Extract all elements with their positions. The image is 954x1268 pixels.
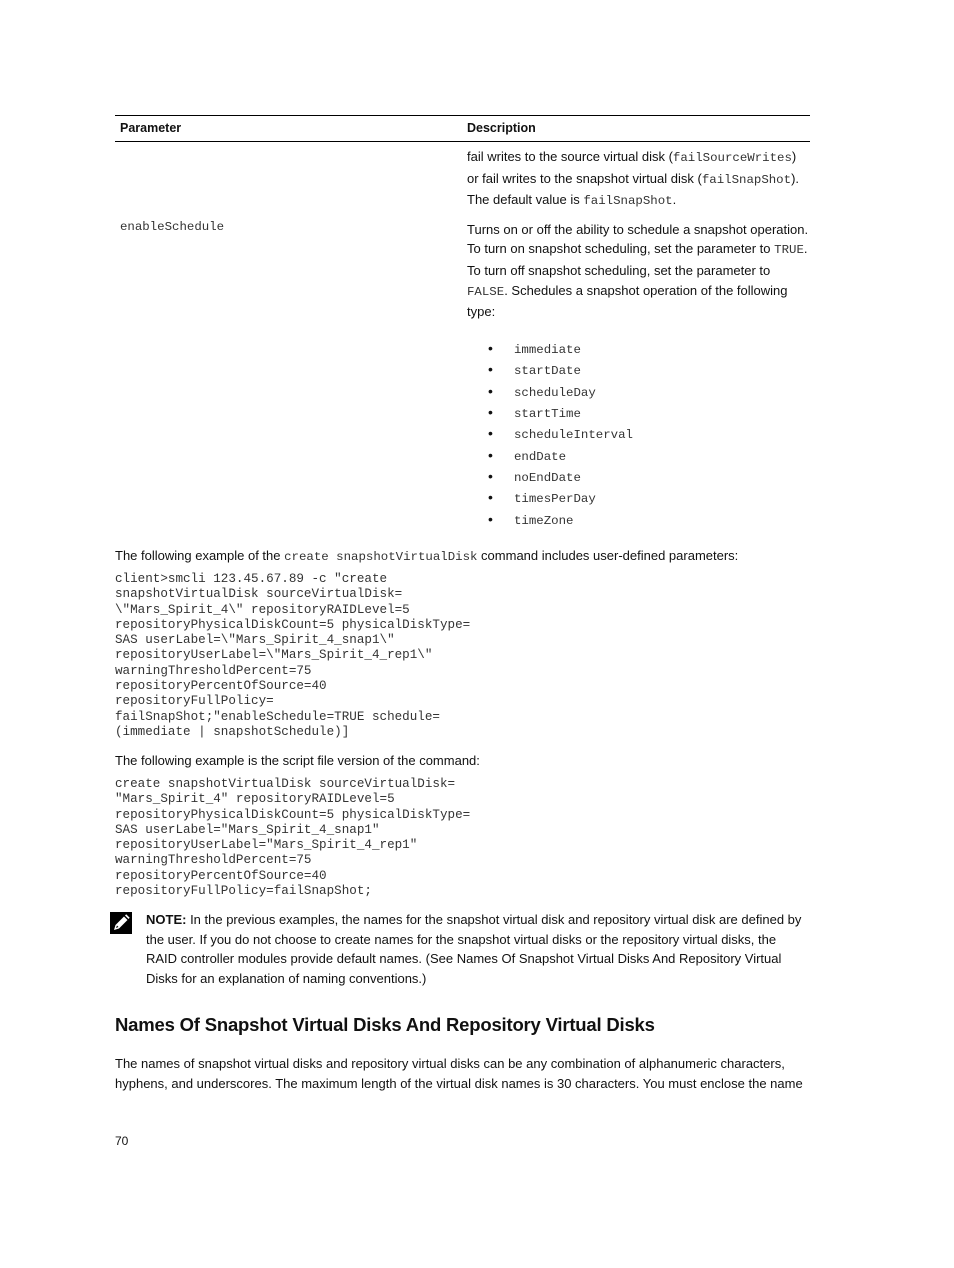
code-failSourceWrites: failSourceWrites <box>672 151 792 165</box>
bullet-icon: • <box>488 446 493 463</box>
code-failSnapShot: failSnapShot <box>701 172 792 187</box>
param-enableSchedule: enableSchedule <box>120 219 225 234</box>
page-number: 70 <box>115 1134 129 1148</box>
code-command-name: create snapshotVirtualDisk <box>284 550 478 564</box>
list-item: • endDate <box>467 445 810 466</box>
pencil-icon <box>110 912 132 934</box>
example1-intro: The following example of the create snapshotVirtualDisk command includes user-defined parameters: <box>115 548 739 564</box>
section-body: The names of snapshot virtual disks and repository virtual disks can be any combination of alphanumeric characters, hyphens, and underscores. The maximum length of the virtual disk names is 30 characters. You must enclose the name <box>115 1056 803 1091</box>
section-heading: Names Of Snapshot Virtual Disks And Repository Virtual Disks <box>115 1014 655 1035</box>
list-item: • startDate <box>467 359 810 380</box>
list-item: • immediate <box>467 338 810 359</box>
row2-description: Turns on or off the ability to schedule a snapshot operation. To turn on snapshot scheduling, set the parameter to TRUE. To turn off snapshot scheduling, set the parameter to FALSE. Schedules a snapshot operation of the following type: • immediate • startDate • scheduleDay • startTime • scheduleInterval • endDate • noEndDate • timesPerDay • timeZone <box>467 220 810 530</box>
parameter-table <box>115 115 810 530</box>
list-item: • scheduleDay <box>467 381 810 402</box>
list-item: • noEndDate <box>467 466 810 487</box>
table-row <box>115 220 810 530</box>
list-item: • startTime <box>467 402 810 423</box>
bullet-icon: • <box>488 382 493 399</box>
table-row <box>115 147 810 212</box>
example2-code: create snapshotVirtualDisk sourceVirtualDisk= "Mars_Spirit_4" repositoryRAIDLevel=5 repositoryPhysicalDiskCount=5 physicalDiskType= SAS userLabel="Mars_Spirit_4_snap1" repositoryUserLabel="Mars_Spirit_4_rep1" warningThresholdPercent=75 repositoryPercentOfSource=40 repositoryFullPolicy=failSnapShot; <box>115 777 471 899</box>
list-item: • timeZone <box>467 509 810 530</box>
header-parameter: Parameter <box>120 121 182 135</box>
schedule-type-list <box>467 338 810 531</box>
code-false: FALSE <box>467 284 505 299</box>
bullet-icon: • <box>488 425 493 442</box>
bullet-icon: • <box>488 361 493 378</box>
example2-intro: The following example is the script file version of the command: <box>115 753 480 768</box>
code-true: TRUE <box>774 243 804 258</box>
note-box <box>110 910 810 988</box>
example1-code: client>smcli 123.45.67.89 -c "create snapshotVirtualDisk sourceVirtualDisk= \"Mars_Spirit_4\" repositoryRAIDLevel=5 repositoryPhysicalDiskCount=5 physicalDiskType= SAS userLabel=\"Mars_Spirit_4_snap1\" repositoryUserLabel=\"Mars_Spirit_4_rep1\" warningThresholdPercent=75 repositoryPercentOfSource=40 repositoryFullPolicy= failSnapShot;"enableSchedule=TRUE schedule= (immediate | snapshotSchedule)] <box>115 572 471 739</box>
bullet-icon: • <box>488 468 493 485</box>
bullet-icon: • <box>488 510 493 527</box>
row1-description: fail writes to the source virtual disk (failSourceWrites) or fail writes to the snapshot virtual disk (failSnapShot). The default value is failSnapShot. <box>467 149 800 209</box>
list-item: • timesPerDay <box>467 487 810 508</box>
bullet-icon: • <box>488 489 493 506</box>
table-header <box>115 115 810 142</box>
note-text: NOTE: In the previous examples, the names for the snapshot virtual disk and repository virtual disk are defined by the user. If you do not choose to create names for the snapshot virtual disks or the repository virtual disks, the RAID controller modules provide default names. (See Names Of Snapshot Virtual Disks And Repository Virtual Disks for an explanation of naming conventions.) <box>146 912 802 986</box>
list-item: • scheduleInterval <box>467 423 810 444</box>
header-description: Description <box>467 121 536 135</box>
note-label: NOTE: <box>146 912 187 927</box>
bullet-icon: • <box>488 339 493 356</box>
bullet-icon: • <box>488 403 493 420</box>
code-default-value: failSnapShot <box>583 194 673 209</box>
